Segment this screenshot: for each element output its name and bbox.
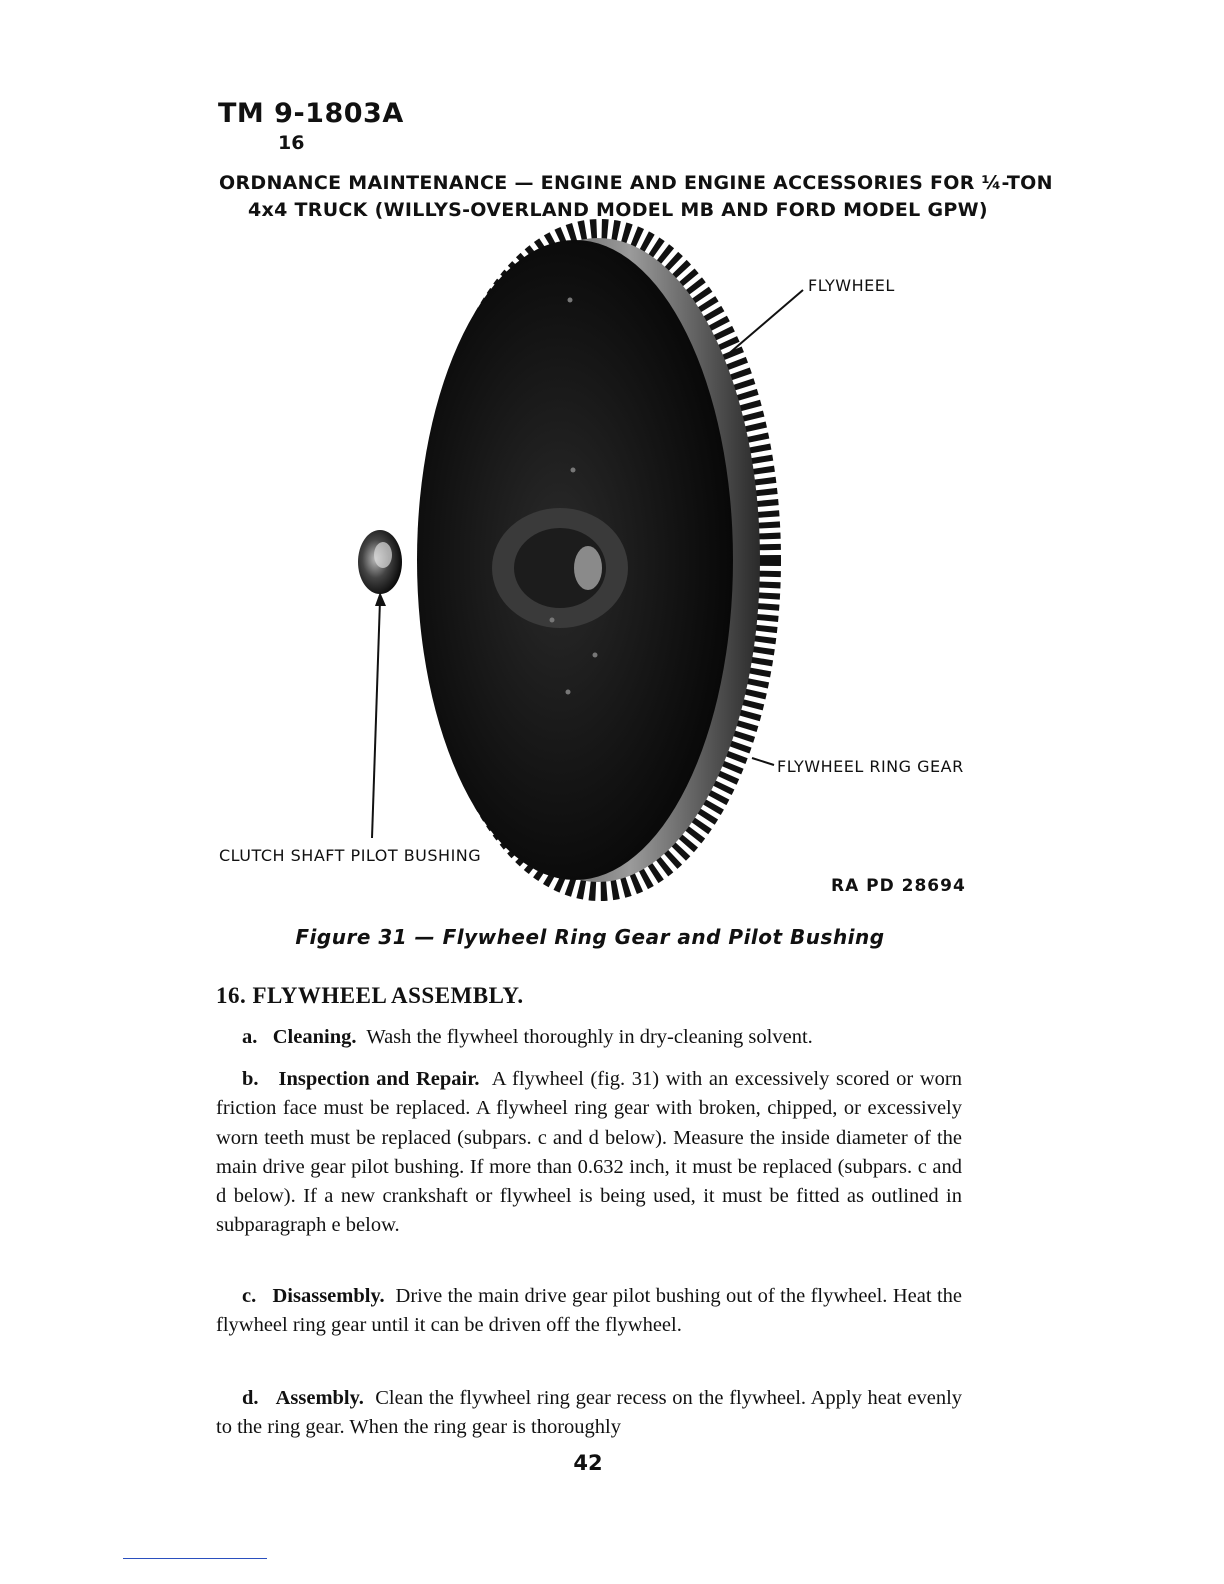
arrow-head-icon [375,592,386,606]
paragraph-body: Drive the main drive gear pilot bushing out of the flywheel. Heat the flywheel ring gear until it can be driven off the flywheel. [216,1285,962,1337]
paragraph-letter: d. [242,1387,259,1409]
bolt-hole [571,468,576,473]
bolt-hole [566,690,571,695]
flywheel-label: FLYWHEEL [808,276,895,295]
bolt-hole [550,618,555,623]
bolt-hole [593,653,598,658]
paragraph-body: Clean the flywheel ring gear recess on the flywheel. Apply heat evenly to the ring gear. When the ring gear is thoroughly [216,1387,963,1439]
paragraph-d [216,1384,962,1443]
pilot-bushing-leader [372,600,380,838]
paragraph-letter: c. [242,1285,257,1307]
manual-number: TM 9-1803A [218,98,404,129]
ring-gear-label: FLYWHEEL RING GEAR [777,757,964,776]
ring-gear-leader [752,758,774,765]
section-number: 16 [278,132,305,154]
figure-caption: Figure 31 — Flywheel Ring Gear and Pilot Bushing [295,925,885,949]
paragraph-body: Wash the flywheel thoroughly in dry-cleaning solvent. [366,1026,813,1048]
paragraph-title: Disassembly. [272,1285,385,1307]
paragraph-title: Cleaning. [272,1026,357,1048]
flywheel-leader [726,290,803,356]
header-title-line-1: ORDNANCE MAINTENANCE — ENGINE AND ENGINE ACCESSORIES FOR ¼-TON [219,172,1053,194]
header-title-line-2: 4x4 TRUCK (WILLYS-OVERLAND MODEL MB AND FORD MODEL GPW) [248,199,988,221]
paragraph-a [216,1023,962,1052]
page-number: 42 [573,1451,603,1475]
footer-rule [123,1558,267,1559]
paragraph-body: A flywheel (fig. 31) with an excessively scored or worn friction face must be replaced. A flywheel ring gear with broken, chipped, or excessively worn teeth must be replaced (subpars. c and d below). Measure the inside diameter of the main drive gear pilot bushing. If more than 0.632 inch, it must be replaced (subpars. c and d below). If a new crankshaft or flywheel is being used, it must be fitted as outlined in subparagraph e below. [216,1068,963,1237]
figure-reference: RA PD 28694 [831,876,966,896]
pilot-bushing-label: CLUTCH SHAFT PILOT BUSHING [219,846,482,865]
section-heading: 16. FLYWHEEL ASSEMBLY. [216,983,524,1008]
paragraph-c [216,1282,962,1341]
paragraph-letter: b. [242,1068,259,1090]
bolt-hole [568,298,573,303]
paragraph-title: Assembly. [275,1387,364,1409]
paragraph-b [216,1065,962,1241]
paragraph-letter: a. [242,1026,258,1048]
hub-bore-highlight [574,546,602,590]
paragraph-title: Inspection and Repair. [278,1068,480,1090]
